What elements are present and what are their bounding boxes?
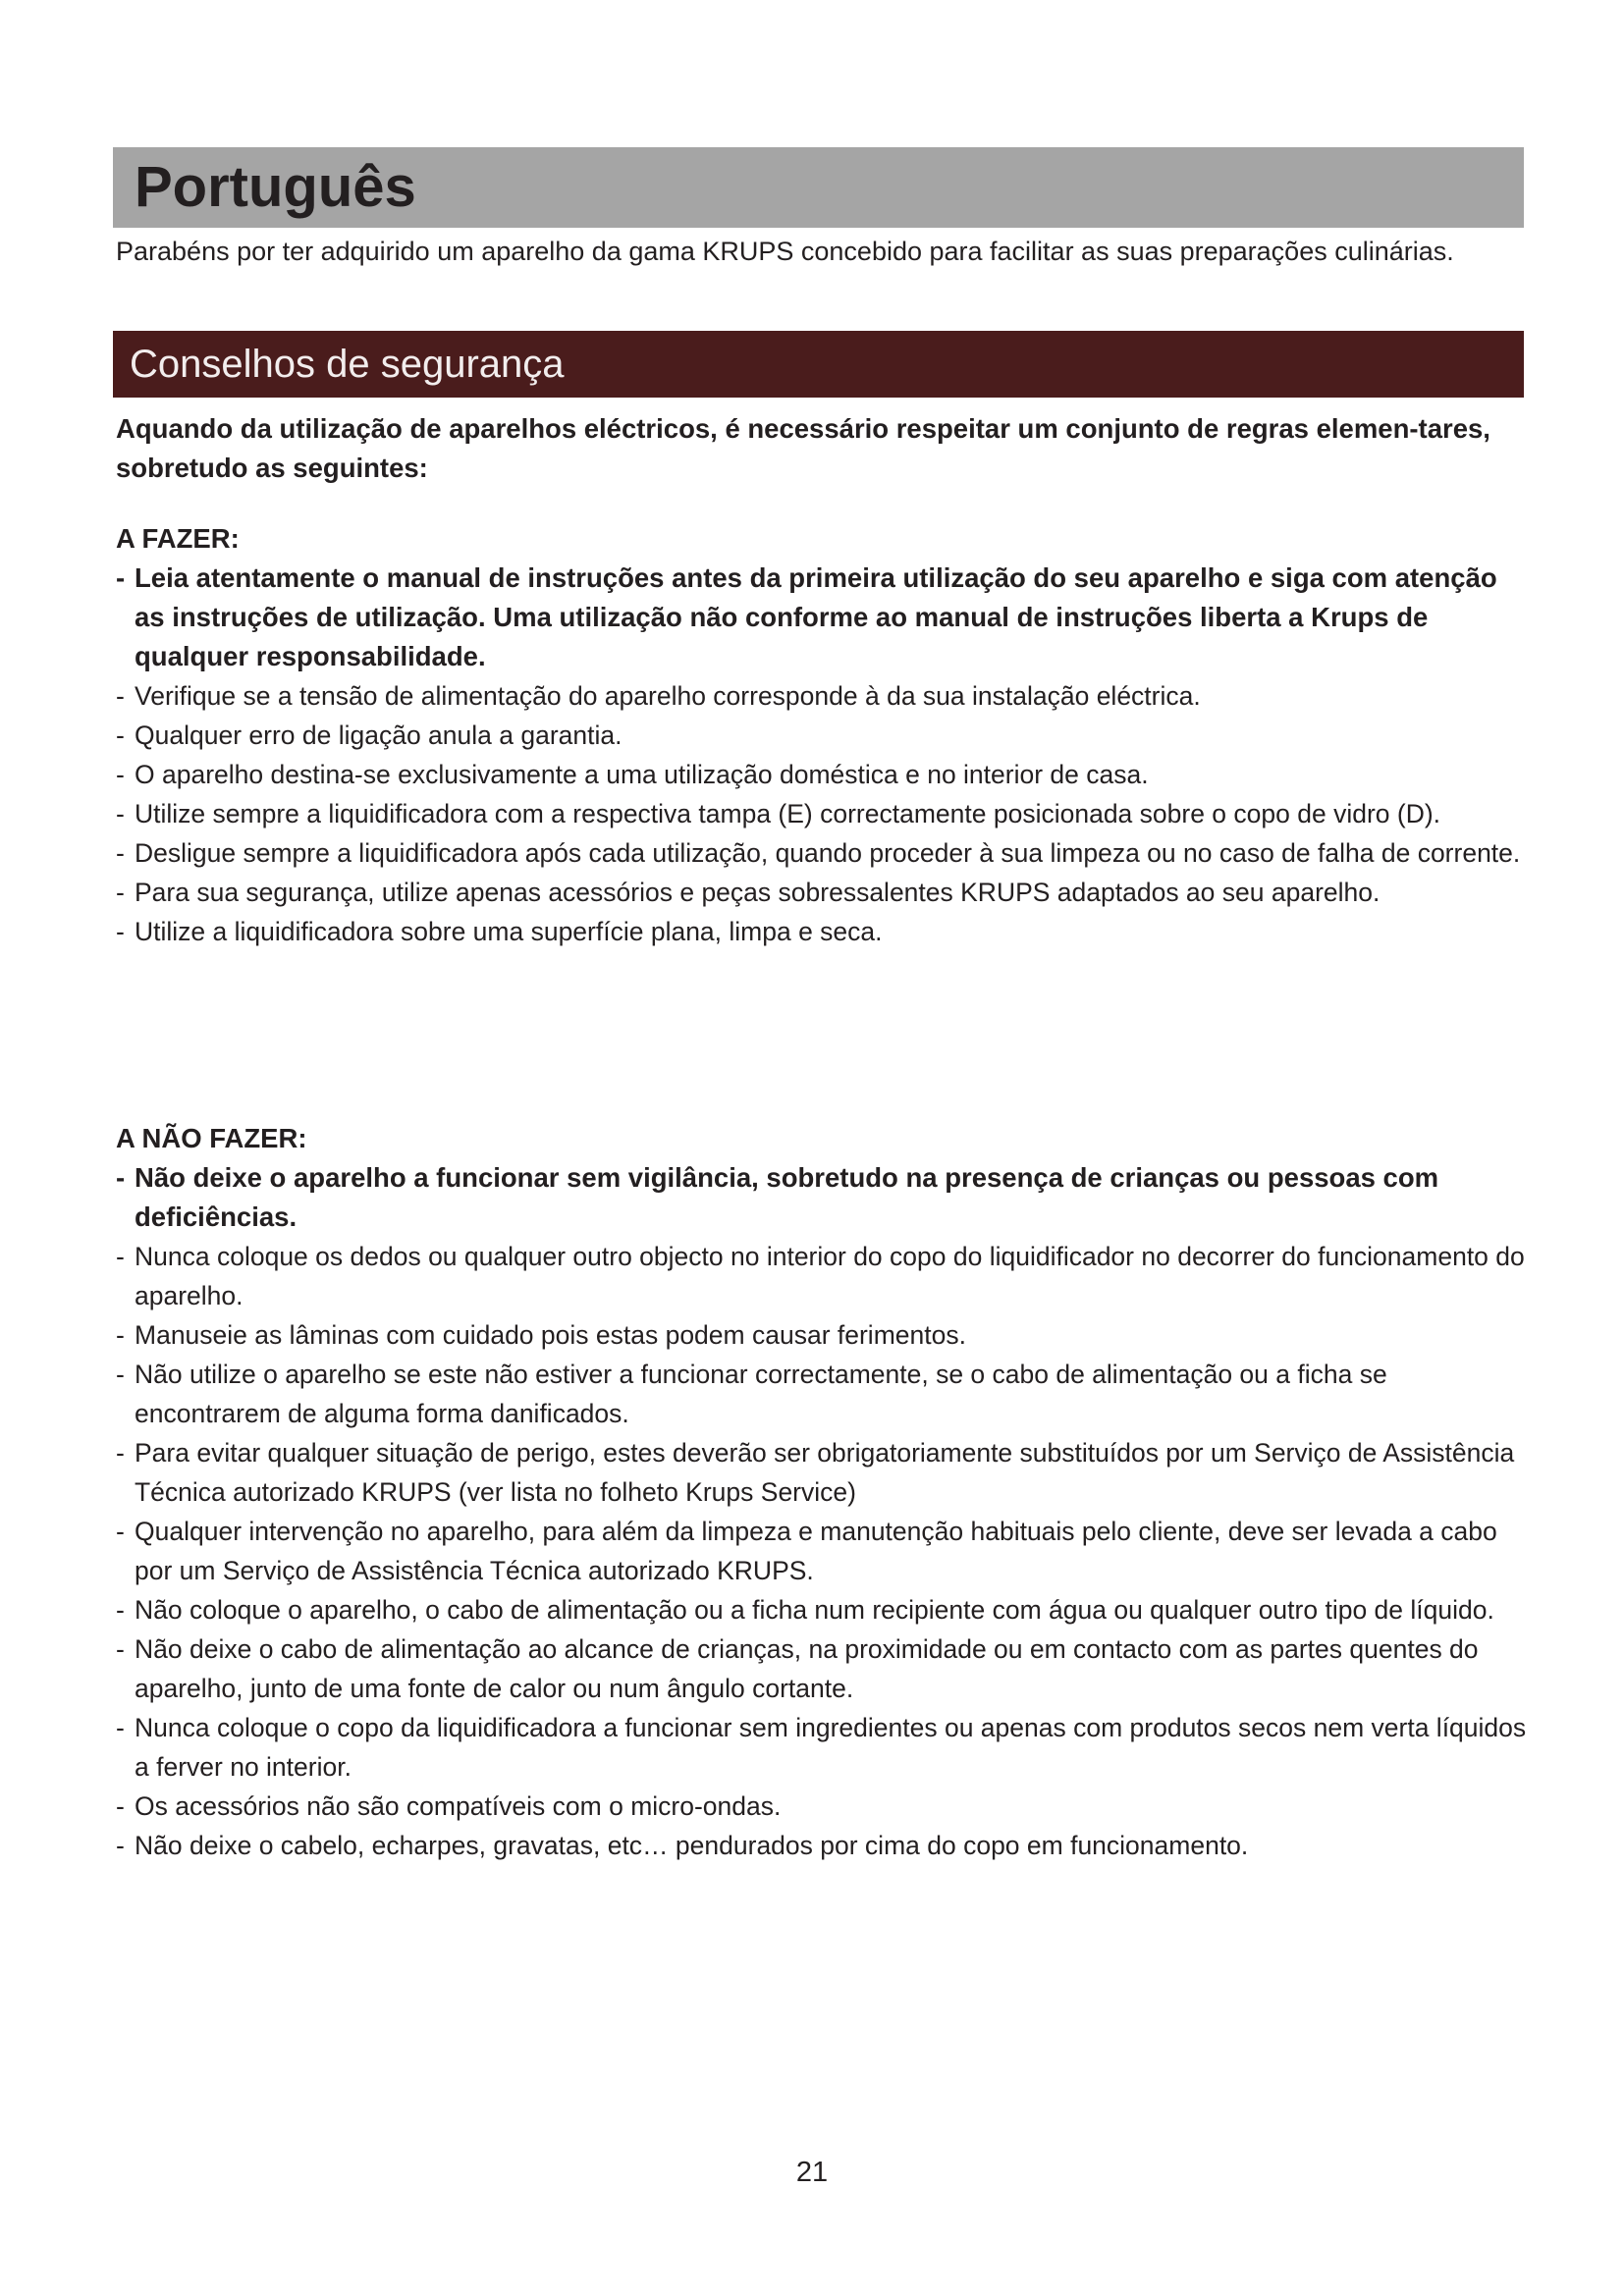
dont-item: - Nunca coloque os dedos ou qualquer outro objecto no interior do copo do liquidificador no decorrer do funcionamento do aparelho.: [116, 1237, 1530, 1315]
do-item: - Verifique se a tensão de alimentação do aparelho corresponde à da sua instalação eléctrica.: [116, 676, 1530, 716]
do-item: - Utilize a liquidificadora sobre uma superfície plana, limpa e seca.: [116, 912, 1530, 951]
dont-item: - Não utilize o aparelho se este não estiver a funcionar correctamente, se o cabo de alimentação ou a ficha se encontrarem de alguma forma danificados.: [116, 1355, 1530, 1433]
dont-item: - Não deixe o cabo de alimentação ao alcance de crianças, na proximidade ou em contacto com as partes quentes do aparelho, junto de uma fonte de calor ou num ângulo cortante.: [116, 1629, 1530, 1708]
dont-item: - Não deixe o cabelo, echarpes, gravatas, etc… pendurados por cima do copo em funcionamento.: [116, 1826, 1530, 1865]
dont-item: - Os acessórios não são compatíveis com o micro-ondas.: [116, 1787, 1530, 1826]
do-item: - Qualquer erro de ligação anula a garantia.: [116, 716, 1530, 755]
dont-heading: A NÃO FAZER:: [116, 1123, 307, 1153]
do-item: - Desligue sempre a liquidificadora após cada utilização, quando proceder à sua limpeza ou no caso de falha de corrente.: [116, 833, 1530, 873]
section-header-bar: [113, 331, 1524, 398]
do-item: - Utilize sempre a liquidificadora com a respectiva tampa (E) correctamente posicionada sobre o copo de vidro (D).: [116, 794, 1530, 833]
do-list: [116, 559, 1530, 951]
safety-lead-paragraph: Aquando da utilização de aparelhos eléctricos, é necessário respeitar um conjunto de regras elemen-tares, sobretudo as seguintes:: [116, 413, 1490, 483]
language-header-bar: [113, 147, 1524, 228]
intro-paragraph: Parabéns por ter adquirido um aparelho da gama KRUPS concebido para facilitar as suas preparações culinárias.: [116, 237, 1454, 266]
do-item: - Para sua segurança, utilize apenas acessórios e peças sobressalentes KRUPS adaptados ao seu aparelho.: [116, 873, 1530, 912]
dont-item: - Nunca coloque o copo da liquidificadora a funcionar sem ingredientes ou apenas com produtos secos nem verta líquidos a ferver no interior.: [116, 1708, 1530, 1787]
page-number: 21: [795, 2157, 829, 2188]
do-heading: A FAZER:: [116, 523, 240, 554]
dont-item: - Não deixe o aparelho a funcionar sem vigilância, sobretudo na presença de crianças ou pessoas com deficiências.: [116, 1158, 1530, 1237]
dont-item: - Qualquer intervenção no aparelho, para além da limpeza e manutenção habituais pelo cliente, deve ser levada a cabo por um Serviço de Assistência Técnica autorizado KRUPS.: [116, 1512, 1530, 1590]
dont-item: - Não coloque o aparelho, o cabo de alimentação ou a ficha num recipiente com água ou qualquer outro tipo de líquido.: [116, 1590, 1530, 1629]
section-title: Conselhos de segurança: [130, 343, 565, 386]
dont-item: - Para evitar qualquer situação de perigo, estes deverão ser obrigatoriamente substituídos por um Serviço de Assistência Técnica autorizado KRUPS (ver lista no folheto Krups Service): [116, 1433, 1530, 1512]
do-item: - O aparelho destina-se exclusivamente a uma utilização doméstica e no interior de casa.: [116, 755, 1530, 794]
dont-item: - Manuseie as lâminas com cuidado pois estas podem causar ferimentos.: [116, 1315, 1530, 1355]
language-title: Português: [135, 155, 416, 219]
dont-list: [116, 1158, 1530, 1865]
do-item: - Leia atentamente o manual de instruções antes da primeira utilização do seu aparelho e siga com atenção as instruções de utilização. Uma utilização não conforme ao manual de instruções liberta a Krups de qualquer responsabilidade.: [116, 559, 1530, 676]
